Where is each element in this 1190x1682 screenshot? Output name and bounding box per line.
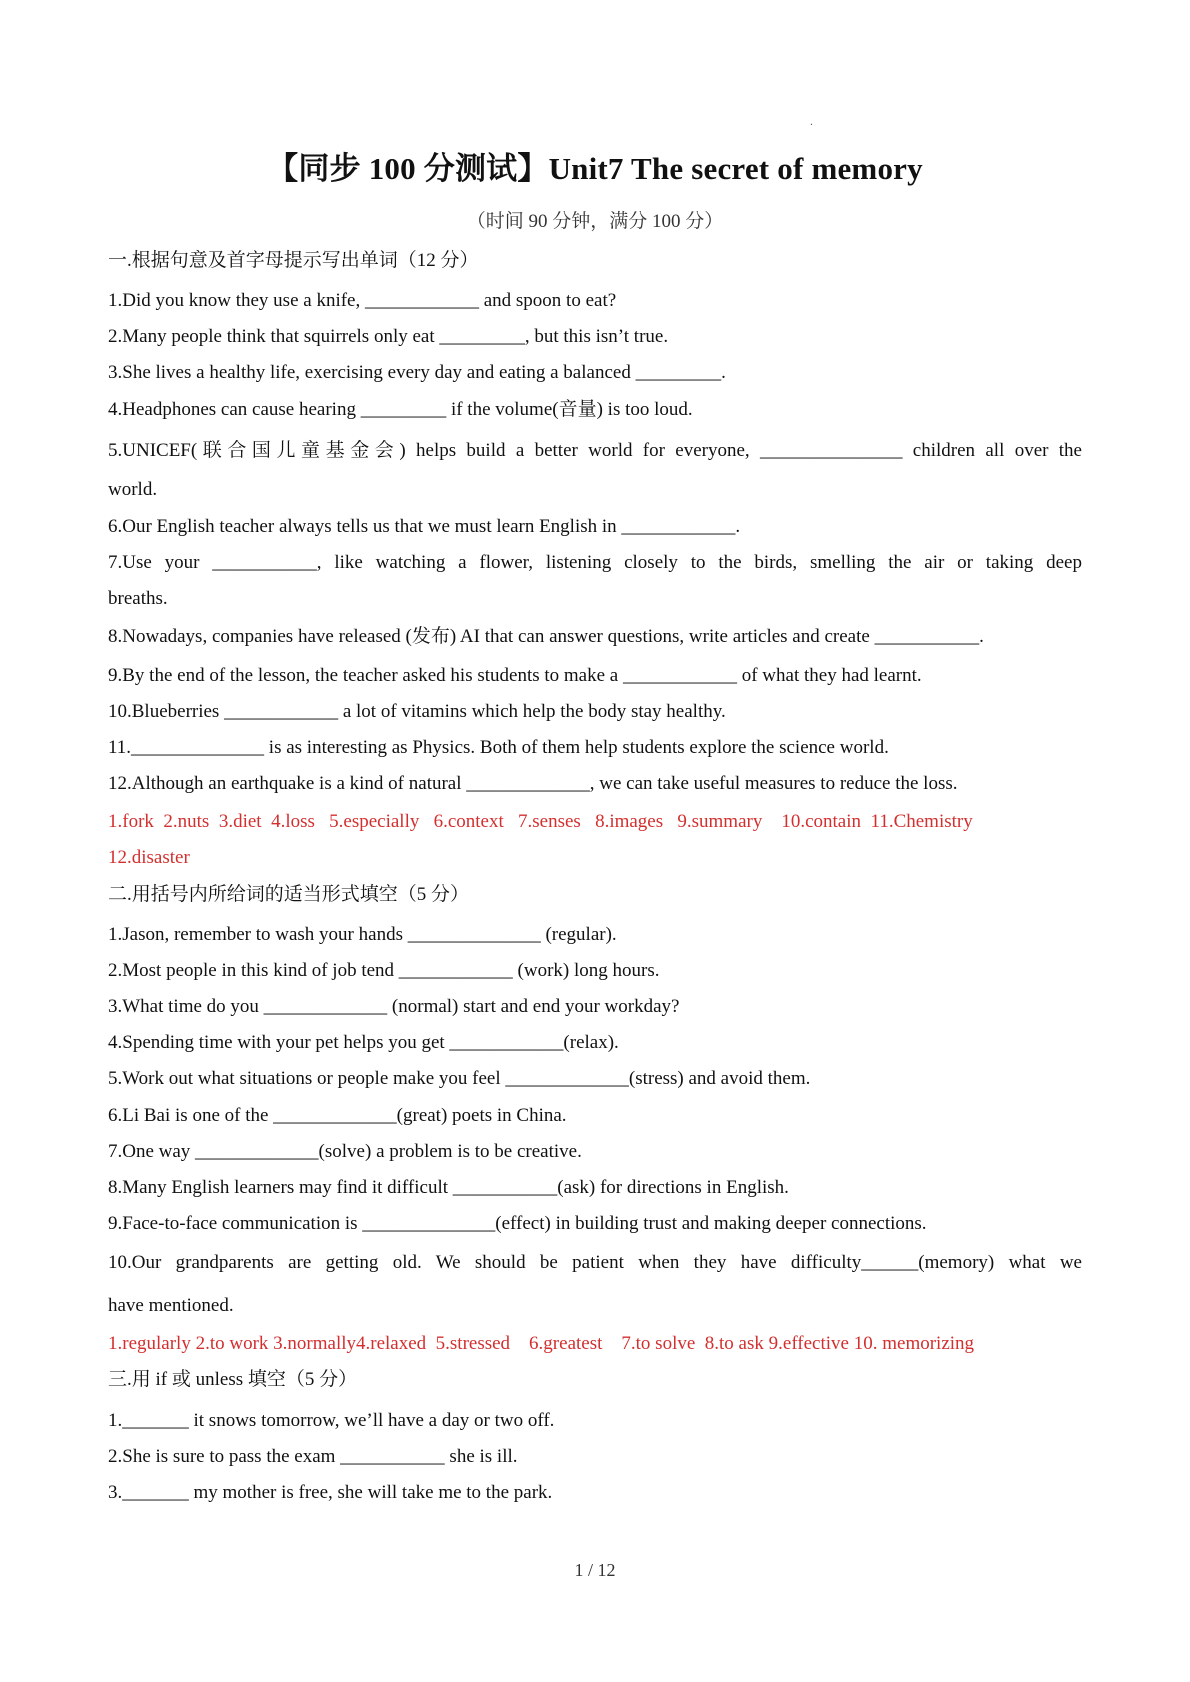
page-subtitle: （时间 90 分钟，满分 100 分） — [466, 211, 724, 232]
section1-question-2: 2.Many people think that squirrels only eat _________, but this isn’t true. — [108, 326, 669, 347]
section3-question-2: 2.She is sure to pass the exam ___________ she is ill. — [108, 1446, 518, 1467]
section1-question-9: 9.By the end of the lesson, the teacher asked his students to make a ____________ of what they had learnt. — [108, 665, 922, 686]
section3-question-1: 1._______ it snows tomorrow, we’ll have a day or two off. — [108, 1410, 555, 1431]
section1-question-10: 10.Blueberries ____________ a lot of vitamins which help the body stay healthy. — [108, 701, 726, 722]
section2-question-1: 1.Jason, remember to wash your hands ______________ (regular). — [108, 924, 617, 945]
page-title: 【同步 100 分测试】Unit7 The secret of memory — [267, 151, 923, 186]
section2-question-2: 2.Most people in this kind of job tend ____________ (work) long hours. — [108, 960, 660, 981]
section1-question-7-cont: breaths. — [108, 588, 168, 609]
section2-question-10-cont: have mentioned. — [108, 1295, 234, 1316]
section1-answers: 1.fork 2.nuts 3.diet 4.loss 5.especially 6.context 7.senses 8.images 9.summary 10.contain 11.Chemistry — [108, 811, 973, 832]
section1-question-5-cont: world. — [108, 479, 158, 500]
section1-question-5: 5.UNICEF(联合国儿童基金会) helps build a better world for everyone, _______________ children all over the — [108, 440, 1082, 461]
section2-question-5: 5.Work out what situations or people make you feel _____________(stress) and avoid them. — [108, 1068, 811, 1089]
section1-question-11: 11.______________ is as interesting as Physics. Both of them help students explore the science world. — [108, 737, 889, 758]
section1-question-4: 4.Headphones can cause hearing _________ if the volume(音量) is too loud. — [108, 399, 693, 420]
section1-question-12: 12.Although an earthquake is a kind of natural _____________, we can take useful measures to reduce the loss. — [108, 773, 958, 794]
section2-question-4: 4.Spending time with your pet helps you get ____________(relax). — [108, 1032, 619, 1053]
section2-question-8: 8.Many English learners may find it difficult ___________(ask) for directions in English. — [108, 1177, 789, 1198]
page-number: 1 / 12 — [574, 1560, 616, 1580]
section1-question-7: 7.Use your ___________, like watching a flower, listening closely to the birds, smelling the air or taking deep — [108, 552, 1082, 573]
section1-question-6: 6.Our English teacher always tells us that we must learn English in ____________. — [108, 516, 741, 537]
section2-heading: 二.用括号内所给词的适当形式填空（5 分） — [108, 884, 470, 905]
section1-question-3: 3.She lives a healthy life, exercising every day and eating a balanced _________. — [108, 362, 726, 383]
section2-question-7: 7.One way _____________(solve) a problem is to be creative. — [108, 1141, 582, 1162]
section2-question-6: 6.Li Bai is one of the _____________(great) poets in China. — [108, 1105, 567, 1126]
section1-question-8: 8.Nowadays, companies have released (发布) AI that can answer questions, write articles and create ___________. — [108, 626, 984, 647]
section1-answers-cont: 12.disaster — [108, 847, 190, 868]
header-dot: . — [810, 114, 813, 128]
section3-heading: 三.用 if 或 unless 填空（5 分） — [108, 1369, 358, 1390]
section2-answers: 1.regularly 2.to work 3.normally4.relaxed 5.stressed 6.greatest 7.to solve 8.to ask 9.effective 10. memorizing — [108, 1333, 975, 1354]
section3-question-3: 3._______ my mother is free, she will take me to the park. — [108, 1482, 553, 1503]
section1-question-1: 1.Did you know they use a knife, ____________ and spoon to eat? — [108, 290, 617, 311]
section1-heading: 一.根据句意及首字母提示写出单词（12 分） — [108, 250, 479, 271]
section2-question-10: 10.Our grandparents are getting old. We should be patient when they have difficulty______(memory) what we — [108, 1252, 1082, 1273]
section2-question-9: 9.Face-to-face communication is ______________(effect) in building trust and making deeper connections. — [108, 1213, 927, 1234]
section2-question-3: 3.What time do you _____________ (normal) start and end your workday? — [108, 996, 680, 1017]
